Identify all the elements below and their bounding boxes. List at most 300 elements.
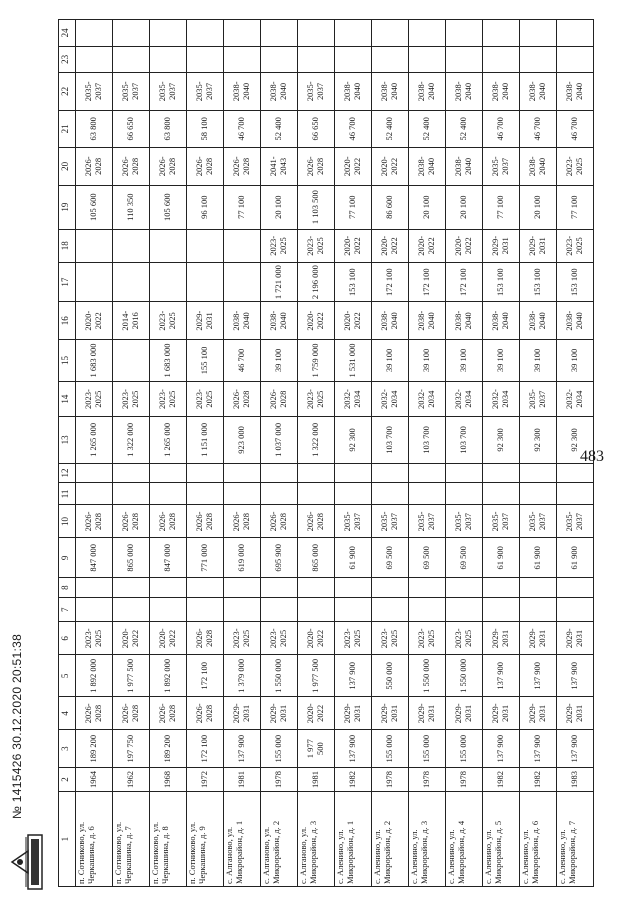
table-cell: 2035-2037: [113, 73, 150, 111]
table-cell: [372, 483, 409, 505]
table-cell: 20 100: [520, 185, 557, 229]
table-cell: [261, 20, 298, 47]
table-cell: 2026-2028: [187, 622, 224, 655]
table-cell: 2026-2028: [187, 148, 224, 186]
table-cell: 2029-2031: [520, 229, 557, 262]
table-cell: 2 196 000: [298, 262, 335, 302]
table-cell: 1982: [483, 767, 520, 791]
table-cell: 2026-2028: [76, 697, 113, 730]
table-cell: [557, 20, 594, 47]
table-cell: 197 750: [113, 730, 150, 768]
table-cell: 1978: [446, 767, 483, 791]
table-cell: 2032-2034: [557, 381, 594, 416]
table-cell: [409, 463, 446, 483]
address-cell: п. Сотниково, ул. Черкашина, д. 9: [187, 792, 224, 887]
table-cell: 46 700: [483, 110, 520, 148]
table-cell: [113, 598, 150, 622]
table-cell: 1982: [520, 767, 557, 791]
table-cell: [224, 229, 261, 262]
table-cell: 1 531 000: [335, 340, 372, 382]
table-cell: 103 700: [409, 417, 446, 463]
table-cell: [557, 598, 594, 622]
table-cell: 2026-2028: [113, 148, 150, 186]
table-cell: 2026-2028: [76, 505, 113, 538]
table-cell: 137 900: [335, 730, 372, 768]
table-cell: 155 000: [261, 730, 298, 768]
table-cell: [187, 463, 224, 483]
table-cell: 2029-2031: [335, 697, 372, 730]
table-cell: 1 721 000: [261, 262, 298, 302]
table-cell: [446, 483, 483, 505]
address-cell: с. Алганово, ул. Микрорайон, д. 1: [224, 792, 261, 887]
table-cell: 39 100: [261, 340, 298, 382]
table-cell: 2038-2040: [224, 302, 261, 340]
table-cell: 52 400: [261, 110, 298, 148]
table-cell: [150, 463, 187, 483]
table-cell: 189 200: [76, 730, 113, 768]
table-row: [113, 20, 150, 887]
table-cell: 2020-2022: [76, 302, 113, 340]
table-cell: 1 103 500: [298, 185, 335, 229]
table-cell: [224, 578, 261, 598]
table-cell: 2029-2031: [409, 697, 446, 730]
table-row: [224, 20, 261, 887]
table-cell: [298, 20, 335, 47]
table-cell: 2032-2034: [372, 381, 409, 416]
table-cell: 2026-2028: [224, 148, 261, 186]
table-cell: 92 300: [557, 417, 594, 463]
table-cell: 2035-2037: [409, 505, 446, 538]
address-cell: п. Сотниково, ул. Черкашина, д. 7: [113, 792, 150, 887]
table-cell: 66 650: [113, 110, 150, 148]
table-cell: 2023-2025: [76, 381, 113, 416]
table-cell: 2023-2025: [557, 229, 594, 262]
table-cell: 1972: [187, 767, 224, 791]
table-cell: [224, 598, 261, 622]
table-cell: 155 100: [187, 340, 224, 382]
table-cell: 2035-2037: [446, 505, 483, 538]
table-cell: [261, 578, 298, 598]
table-cell: [335, 20, 372, 47]
table-cell: 105 600: [150, 185, 187, 229]
table-cell: 20 100: [261, 185, 298, 229]
table-cell: 63 800: [150, 110, 187, 148]
column-header: 16: [59, 302, 76, 340]
table-cell: 1 683 000: [76, 340, 113, 382]
table-cell: 39 100: [409, 340, 446, 382]
table-cell: [557, 578, 594, 598]
table-cell: 2038-2040: [557, 302, 594, 340]
table-cell: [372, 463, 409, 483]
table-cell: 69 500: [409, 538, 446, 578]
table-cell: 2035-2037: [372, 505, 409, 538]
column-header: 24: [59, 20, 76, 47]
table-cell: [557, 46, 594, 72]
table-cell: 847 000: [150, 538, 187, 578]
table-cell: 69 500: [372, 538, 409, 578]
table-cell: 2038-2040: [409, 73, 446, 111]
table-cell: 695 900: [261, 538, 298, 578]
table-cell: 103 700: [446, 417, 483, 463]
address-cell: с. Алганово, ул. Микрорайон, д. 3: [298, 792, 335, 887]
table-cell: [520, 46, 557, 72]
table-cell: 1 892 000: [76, 655, 113, 697]
table-cell: [409, 483, 446, 505]
table-cell: 172 100: [446, 262, 483, 302]
table-cell: [187, 578, 224, 598]
table-cell: 137 900: [483, 655, 520, 697]
column-header: 10: [59, 505, 76, 538]
table-cell: 96 100: [187, 185, 224, 229]
table-cell: 2038-2040: [483, 302, 520, 340]
address-cell: с. Алганово, ул. Микрорайон, д. 2: [261, 792, 298, 887]
column-header: 14: [59, 381, 76, 416]
table-cell: [150, 20, 187, 47]
table-cell: 2038-2040: [261, 73, 298, 111]
table-cell: 2035-2037: [483, 505, 520, 538]
column-header: 11: [59, 483, 76, 505]
table-cell: [298, 598, 335, 622]
column-header: 9: [59, 538, 76, 578]
table-cell: [409, 578, 446, 598]
table-cell: 52 400: [372, 110, 409, 148]
column-header: 21: [59, 110, 76, 148]
table-cell: 2026-2028: [150, 148, 187, 186]
table-cell: 865 000: [298, 538, 335, 578]
table-cell: 155 000: [409, 730, 446, 768]
address-cell: с. Аленино, ул. Микрорайон, д. 5: [483, 792, 520, 887]
column-header: 8: [59, 578, 76, 598]
table-cell: [113, 463, 150, 483]
table-cell: [409, 20, 446, 47]
table-cell: 2029-2031: [446, 697, 483, 730]
table-cell: 137 900: [557, 730, 594, 768]
table-cell: 137 900: [335, 655, 372, 697]
table-body: [76, 20, 594, 887]
table-cell: 2026-2028: [224, 381, 261, 416]
table-cell: [113, 20, 150, 47]
table-cell: 46 700: [335, 110, 372, 148]
table-cell: [224, 463, 261, 483]
table-cell: [446, 463, 483, 483]
table-cell: 2038-2040: [557, 73, 594, 111]
table-cell: 2029-2031: [224, 697, 261, 730]
table-cell: [335, 598, 372, 622]
table-cell: [150, 578, 187, 598]
table-cell: 2026-2028: [150, 505, 187, 538]
table-cell: 153 100: [335, 262, 372, 302]
table-cell: 1 151 000: [187, 417, 224, 463]
column-header: 1: [59, 792, 76, 887]
table-cell: [483, 46, 520, 72]
table-cell: [557, 483, 594, 505]
table-cell: 2038-2040: [446, 302, 483, 340]
table-cell: 2032-2034: [483, 381, 520, 416]
table-cell: 2020-2022: [113, 622, 150, 655]
table-cell: 2020-2022: [409, 229, 446, 262]
table-cell: 39 100: [446, 340, 483, 382]
table-cell: [261, 483, 298, 505]
table-row: [335, 20, 372, 887]
page-number: 483: [580, 448, 604, 465]
table-cell: [520, 598, 557, 622]
table-cell: 1978: [372, 767, 409, 791]
table-cell: 2026-2028: [261, 381, 298, 416]
table-cell: 63 800: [76, 110, 113, 148]
table-cell: [261, 46, 298, 72]
table-cell: [335, 46, 372, 72]
table-cell: [261, 463, 298, 483]
table-cell: [187, 262, 224, 302]
table-cell: 58 100: [187, 110, 224, 148]
table-row: [520, 20, 557, 887]
table-cell: [76, 262, 113, 302]
table-cell: 92 300: [335, 417, 372, 463]
table-cell: [113, 46, 150, 72]
table-cell: [483, 463, 520, 483]
table-cell: 2032-2034: [335, 381, 372, 416]
table-cell: 2035-2037: [298, 73, 335, 111]
table-cell: 2029-2031: [483, 697, 520, 730]
table-cell: 2029-2031: [520, 622, 557, 655]
table-cell: 2014-2016: [113, 302, 150, 340]
table-cell: 103 700: [372, 417, 409, 463]
table-cell: 2020-2022: [150, 622, 187, 655]
table-cell: 2023-2025: [557, 148, 594, 186]
table-cell: [224, 46, 261, 72]
table-row: [372, 20, 409, 887]
table-cell: [187, 483, 224, 505]
table-cell: 110 350: [113, 185, 150, 229]
table-cell: 2038-2040: [483, 73, 520, 111]
header-row: [59, 20, 76, 887]
table-cell: [483, 578, 520, 598]
table-cell: [76, 46, 113, 72]
table-cell: 1 379 000: [224, 655, 261, 697]
column-header: 13: [59, 417, 76, 463]
address-cell: с. Аленино, ул. Микрорайон, д. 6: [520, 792, 557, 887]
table-cell: [76, 578, 113, 598]
table-cell: 1 265 000: [150, 417, 187, 463]
table-cell: 137 900: [224, 730, 261, 768]
table-row: [298, 20, 335, 887]
table-cell: 61 900: [335, 538, 372, 578]
table-cell: 137 900: [520, 655, 557, 697]
table-cell: 155 000: [372, 730, 409, 768]
table-cell: 105 600: [76, 185, 113, 229]
table-row: [76, 20, 113, 887]
table-cell: 2035-2037: [187, 73, 224, 111]
table-cell: 2029-2031: [557, 622, 594, 655]
table-cell: 2023-2025: [298, 381, 335, 416]
table-cell: [113, 578, 150, 598]
table-cell: 86 600: [372, 185, 409, 229]
table-cell: 2026-2028: [298, 505, 335, 538]
table-cell: 1 892 000: [150, 655, 187, 697]
table-cell: [150, 46, 187, 72]
address-cell: с. Аленино, ул. Микрорайон, д. 1: [335, 792, 372, 887]
table-cell: 2023-2025: [261, 229, 298, 262]
table-cell: 46 700: [224, 340, 261, 382]
table-cell: [187, 46, 224, 72]
table-cell: 2038-2040: [261, 302, 298, 340]
table-cell: 2023-2025: [261, 622, 298, 655]
table-cell: [298, 483, 335, 505]
table-cell: 2038-2040: [372, 73, 409, 111]
table-cell: 137 900: [483, 730, 520, 768]
table-cell: 172 100: [187, 655, 224, 697]
table-cell: 2029-2031: [557, 697, 594, 730]
table-cell: 2035-2037: [557, 505, 594, 538]
table-cell: 2020-2022: [298, 697, 335, 730]
table-cell: 2038-2040: [409, 148, 446, 186]
table-cell: 2023-2025: [372, 622, 409, 655]
table-cell: [224, 20, 261, 47]
table-cell: 2038-2040: [520, 73, 557, 111]
table-cell: 1 550 000: [261, 655, 298, 697]
table-cell: 39 100: [372, 340, 409, 382]
table-cell: 2020-2022: [335, 148, 372, 186]
table-cell: [298, 578, 335, 598]
table-row: [261, 20, 298, 887]
table-cell: 1 683 000: [150, 340, 187, 382]
table-cell: 2026-2028: [113, 505, 150, 538]
table-cell: [298, 463, 335, 483]
table-cell: [150, 483, 187, 505]
table-cell: 2020-2022: [298, 622, 335, 655]
table-cell: 189 200: [150, 730, 187, 768]
table-cell: [520, 578, 557, 598]
table-row: [483, 20, 520, 887]
column-header: 7: [59, 598, 76, 622]
address-cell: с. Аленино, ул. Микрорайон, д. 2: [372, 792, 409, 887]
table-cell: 2020-2022: [372, 148, 409, 186]
table-cell: [483, 20, 520, 47]
table-cell: 2029-2031: [520, 697, 557, 730]
table-cell: 1968: [150, 767, 187, 791]
table-cell: 2026-2028: [76, 148, 113, 186]
column-header: 19: [59, 185, 76, 229]
table-cell: 39 100: [483, 340, 520, 382]
table-cell: 172 100: [409, 262, 446, 302]
table-cell: 2023-2025: [446, 622, 483, 655]
document-footer-id: № 1415426 30.12.2020 20:51:38: [10, 633, 24, 819]
table-cell: 61 900: [483, 538, 520, 578]
table-cell: 1 550 000: [446, 655, 483, 697]
address-cell: с. Аленино, ул. Микрорайон, д. 3: [409, 792, 446, 887]
column-header: 3: [59, 730, 76, 768]
column-header: 4: [59, 697, 76, 730]
table-cell: 2035-2037: [483, 148, 520, 186]
table-cell: [187, 20, 224, 47]
column-header: 22: [59, 73, 76, 111]
table-cell: 2026-2028: [113, 697, 150, 730]
table-cell: 619 000: [224, 538, 261, 578]
table-cell: 2038-2040: [224, 73, 261, 111]
table-cell: 1 977 500: [298, 730, 335, 768]
address-cell: с. Аленино, ул. Микрорайон, д. 7: [557, 792, 594, 887]
table-cell: 2023-2025: [150, 302, 187, 340]
table-cell: [446, 578, 483, 598]
table-cell: 2035-2037: [76, 73, 113, 111]
table-cell: 2023-2025: [298, 229, 335, 262]
address-cell: п. Сотниково, ул. Черкашина, д. 6: [76, 792, 113, 887]
table-cell: 2020-2022: [298, 302, 335, 340]
address-cell: с. Аленино, ул. Микрорайон, д. 4: [446, 792, 483, 887]
table-cell: 1 759 000: [298, 340, 335, 382]
table-cell: 2023-2025: [409, 622, 446, 655]
table-cell: 2032-2034: [409, 381, 446, 416]
table-cell: [372, 20, 409, 47]
table-cell: 2035-2037: [335, 505, 372, 538]
table-cell: 92 300: [483, 417, 520, 463]
table-cell: 1 977 500: [113, 655, 150, 697]
column-header: 5: [59, 655, 76, 697]
table-cell: 550 000: [372, 655, 409, 697]
table-cell: 1978: [261, 767, 298, 791]
column-header: 12: [59, 463, 76, 483]
table-cell: 61 900: [520, 538, 557, 578]
table-cell: [520, 20, 557, 47]
column-header: 18: [59, 229, 76, 262]
table-cell: [372, 46, 409, 72]
table-cell: 20 100: [409, 185, 446, 229]
table-cell: 153 100: [557, 262, 594, 302]
table-row: [150, 20, 187, 887]
table-cell: 2020-2022: [372, 229, 409, 262]
table-cell: 153 100: [520, 262, 557, 302]
table-cell: 77 100: [483, 185, 520, 229]
table-cell: 66 650: [298, 110, 335, 148]
table-cell: 2029-2031: [483, 229, 520, 262]
table-cell: [76, 229, 113, 262]
table-cell: 172 100: [372, 262, 409, 302]
table-cell: [224, 262, 261, 302]
table-cell: 2026-2028: [187, 697, 224, 730]
register-table: [58, 19, 594, 887]
table-cell: 2023-2025: [335, 622, 372, 655]
table-cell: 1982: [335, 767, 372, 791]
table-cell: 2029-2031: [372, 697, 409, 730]
table-cell: [446, 598, 483, 622]
table-cell: 46 700: [224, 110, 261, 148]
table-cell: [187, 598, 224, 622]
table-cell: [298, 46, 335, 72]
table-row: [409, 20, 446, 887]
table-cell: 2026-2028: [261, 505, 298, 538]
table-cell: [150, 262, 187, 302]
table-cell: 1 322 000: [113, 417, 150, 463]
table-cell: 1964: [76, 767, 113, 791]
table-cell: 2035-2037: [520, 381, 557, 416]
table-cell: 155 000: [446, 730, 483, 768]
table-cell: 2023-2025: [113, 381, 150, 416]
table-cell: 2020-2022: [335, 302, 372, 340]
table-cell: [113, 229, 150, 262]
table-cell: 77 100: [557, 185, 594, 229]
table-cell: 2029-2031: [187, 302, 224, 340]
table-cell: [76, 598, 113, 622]
table-cell: [557, 463, 594, 483]
column-header: 15: [59, 340, 76, 382]
table-cell: 2023-2025: [76, 622, 113, 655]
table-cell: [446, 46, 483, 72]
table-cell: 1983: [557, 767, 594, 791]
table-cell: 2023-2025: [187, 381, 224, 416]
table-cell: 2038-2040: [335, 73, 372, 111]
table-cell: 2029-2031: [483, 622, 520, 655]
seal-emblem: [6, 831, 46, 893]
